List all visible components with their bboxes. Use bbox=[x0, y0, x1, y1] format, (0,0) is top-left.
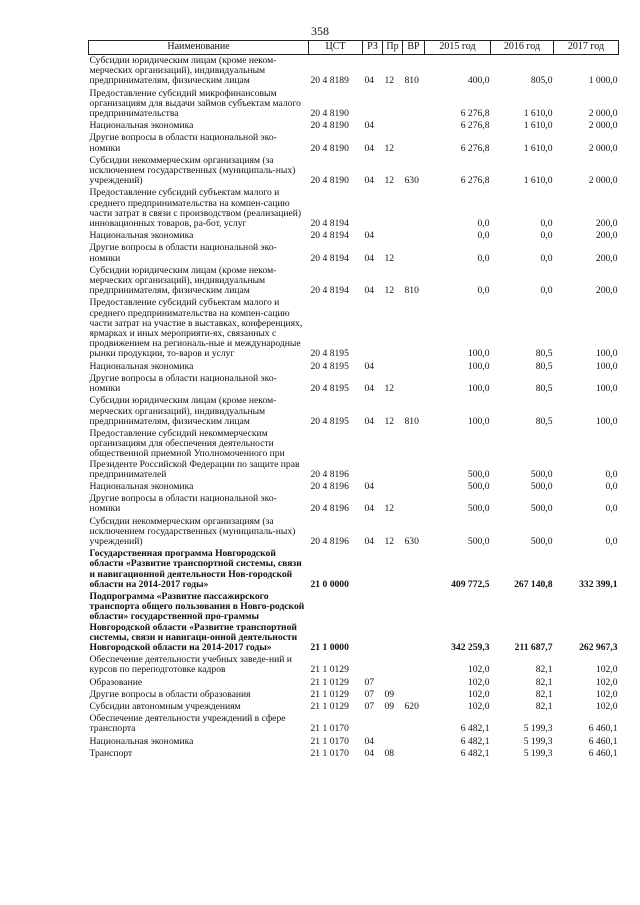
row-name: Транспорт bbox=[89, 747, 133, 759]
row-name: Субсидии юридическим лицам (кроме неком-мерческих организаций), индивидуальным предпринимателям, физическим лицам bbox=[89, 264, 277, 297]
page-number: 358 bbox=[311, 24, 329, 38]
row-vr bbox=[403, 591, 425, 654]
row-pr bbox=[383, 654, 403, 676]
table-row bbox=[89, 428, 619, 481]
row-2015: 0,0 bbox=[477, 230, 490, 242]
row-2016: 1 610,0 bbox=[523, 142, 553, 154]
table-row bbox=[89, 395, 619, 428]
row-cst: 21 1 0129 bbox=[310, 676, 349, 688]
row-rz: 04 bbox=[364, 735, 375, 747]
row-cst: 21 1 0129 bbox=[310, 688, 349, 700]
row-2016: 5 199,3 bbox=[523, 723, 553, 735]
row-cst: 21 1 0129 bbox=[310, 700, 349, 712]
row-2015: 500,0 bbox=[467, 503, 490, 515]
table-row bbox=[89, 493, 619, 515]
row-name: Предоставление субсидий некоммерческим организациям для обеспечения деятельности общественной приемной Уполномоченного при Президенте Российской Федерации по защите прав предпринимателей bbox=[89, 427, 300, 480]
row-2015: 0,0 bbox=[477, 252, 490, 264]
row-pr: 12 bbox=[384, 252, 395, 264]
row-rz bbox=[363, 187, 383, 230]
header-pr: Пр bbox=[383, 41, 403, 55]
table-row bbox=[89, 230, 619, 242]
table-row bbox=[89, 265, 619, 298]
row-rz: 04 bbox=[364, 415, 375, 427]
row-rz: 04 bbox=[364, 535, 375, 547]
row-vr bbox=[403, 187, 425, 230]
row-vr bbox=[403, 88, 425, 121]
row-pr: 08 bbox=[384, 747, 395, 759]
row-name: Национальная экономика bbox=[89, 480, 194, 492]
row-cst: 20 4 8194 bbox=[310, 230, 349, 242]
row-2017: 2 000,0 bbox=[588, 108, 618, 120]
header-2015: 2015 год bbox=[425, 41, 491, 55]
row-rz: 04 bbox=[364, 252, 375, 264]
row-name: Другие вопросы в области национальной эко-номики bbox=[89, 372, 277, 395]
row-2017: 200,0 bbox=[595, 252, 618, 264]
row-2016: 1 610,0 bbox=[523, 120, 553, 132]
row-2017: 102,0 bbox=[595, 688, 618, 700]
row-2015: 500,0 bbox=[467, 535, 490, 547]
row-2017: 102,0 bbox=[595, 676, 618, 688]
table-row bbox=[89, 677, 619, 689]
row-cst: 20 4 8190 bbox=[310, 108, 349, 120]
row-2016: 500,0 bbox=[530, 503, 553, 515]
row-rz bbox=[363, 297, 383, 360]
row-cst: 20 4 8196 bbox=[310, 468, 349, 480]
row-cst: 20 4 8195 bbox=[310, 383, 349, 395]
row-name: Национальная экономика bbox=[89, 735, 194, 747]
row-2015: 100,0 bbox=[467, 348, 490, 360]
row-name: Субсидии юридическим лицам (кроме неком-мерческих организаций), индивидуальным предпринимателям, физическим лицам bbox=[89, 55, 277, 87]
row-2016: 1 610,0 bbox=[523, 108, 553, 120]
row-2015: 409 772,5 bbox=[451, 578, 490, 590]
row-pr bbox=[383, 120, 403, 132]
row-2016: 82,1 bbox=[535, 688, 553, 700]
row-2016: 500,0 bbox=[530, 535, 553, 547]
table-row bbox=[89, 132, 619, 154]
row-name: Предоставление субсидий субъектам малого и среднего предпринимательства на компен-сацию части затрат на участие в выставках, конференциях, ярмарках и иных мероприяти-ях, связанных с продвижением на региональ-ные и международные рынки продукции, то-варов и услуг bbox=[89, 297, 303, 360]
row-2015: 0,0 bbox=[477, 285, 490, 297]
row-2017: 0,0 bbox=[605, 535, 618, 547]
row-pr bbox=[383, 736, 403, 748]
table-row bbox=[89, 713, 619, 735]
row-vr: 810 bbox=[404, 415, 419, 427]
row-2016: 805,0 bbox=[530, 75, 553, 87]
row-pr bbox=[383, 297, 403, 360]
row-2017: 6 460,1 bbox=[588, 735, 618, 747]
row-vr: 810 bbox=[404, 75, 419, 87]
row-pr: 12 bbox=[384, 175, 395, 187]
row-cst: 20 4 8195 bbox=[310, 360, 349, 372]
row-2016: 5 199,3 bbox=[523, 747, 553, 759]
row-2016: 80,5 bbox=[535, 383, 553, 395]
row-cst: 20 4 8194 bbox=[310, 218, 349, 230]
row-pr: 12 bbox=[384, 75, 395, 87]
row-rz: 04 bbox=[364, 383, 375, 395]
row-vr bbox=[403, 230, 425, 242]
table-row bbox=[89, 516, 619, 549]
header-2017: 2017 год bbox=[554, 41, 619, 55]
row-rz: 07 bbox=[364, 688, 375, 700]
row-cst: 20 4 8194 bbox=[310, 285, 349, 297]
row-pr: 12 bbox=[384, 285, 395, 297]
row-pr bbox=[383, 591, 403, 654]
row-name: Государственная программа Новгородской области «Развитие транспортной системы, связи и навигационной деятельности Нов-городской области на 2014-2017 годы» bbox=[89, 548, 302, 590]
row-2015: 0,0 bbox=[477, 218, 490, 230]
row-name: Другие вопросы в области национальной эко-номики bbox=[89, 132, 277, 154]
row-pr bbox=[383, 713, 403, 735]
row-rz: 04 bbox=[364, 230, 375, 242]
row-2015: 100,0 bbox=[467, 383, 490, 395]
row-2015: 102,0 bbox=[467, 688, 490, 700]
row-pr: 12 bbox=[384, 142, 395, 154]
table-row bbox=[89, 748, 619, 760]
row-2015: 6 482,1 bbox=[460, 735, 490, 747]
row-2015: 6 276,8 bbox=[460, 120, 490, 132]
row-name: Национальная экономика bbox=[89, 360, 194, 372]
row-rz: 04 bbox=[364, 503, 375, 515]
row-vr bbox=[403, 654, 425, 676]
row-2017: 102,0 bbox=[595, 664, 618, 676]
row-2017: 6 460,1 bbox=[588, 747, 618, 759]
row-pr bbox=[383, 361, 403, 373]
row-name: Обеспечение деятельности учебных заведе-ний и курсов по переподготовке кадров bbox=[89, 654, 292, 676]
row-vr bbox=[403, 689, 425, 701]
row-2015: 500,0 bbox=[467, 468, 490, 480]
row-pr bbox=[383, 187, 403, 230]
row-cst: 20 4 8196 bbox=[310, 503, 349, 515]
row-2015: 400,0 bbox=[467, 75, 490, 87]
row-rz bbox=[363, 548, 383, 591]
row-cst: 20 4 8190 bbox=[310, 120, 349, 132]
row-2017: 2 000,0 bbox=[588, 142, 618, 154]
budget-table bbox=[88, 40, 619, 760]
row-vr bbox=[403, 548, 425, 591]
row-vr: 630 bbox=[404, 535, 419, 547]
row-vr: 620 bbox=[404, 700, 419, 712]
row-cst: 20 4 8190 bbox=[310, 142, 349, 154]
row-vr bbox=[403, 493, 425, 515]
row-2015: 102,0 bbox=[467, 700, 490, 712]
header-cst: ЦСТ bbox=[309, 41, 363, 55]
row-2017: 200,0 bbox=[595, 285, 618, 297]
row-cst: 21 0 0000 bbox=[310, 578, 349, 590]
row-cst: 20 4 8189 bbox=[310, 75, 349, 87]
table-row bbox=[89, 654, 619, 676]
row-pr: 12 bbox=[384, 503, 395, 515]
row-pr bbox=[383, 677, 403, 689]
row-cst: 21 1 0129 bbox=[310, 664, 349, 676]
row-cst: 20 4 8196 bbox=[310, 535, 349, 547]
table-row bbox=[89, 55, 619, 88]
row-name: Другие вопросы в области национальной эко-номики bbox=[89, 493, 277, 515]
row-2016: 0,0 bbox=[540, 252, 553, 264]
row-2017: 2 000,0 bbox=[588, 120, 618, 132]
row-2017: 0,0 bbox=[605, 468, 618, 480]
row-rz: 04 bbox=[364, 75, 375, 87]
row-vr bbox=[403, 481, 425, 493]
row-vr bbox=[403, 373, 425, 395]
row-cst: 21 1 0170 bbox=[310, 735, 349, 747]
row-2017: 1 000,0 bbox=[588, 75, 618, 87]
row-pr: 12 bbox=[384, 535, 395, 547]
row-pr: 09 bbox=[384, 700, 395, 712]
row-2015: 342 259,3 bbox=[451, 641, 490, 653]
table-row bbox=[89, 187, 619, 230]
row-cst: 20 4 8195 bbox=[310, 415, 349, 427]
row-2017: 200,0 bbox=[595, 230, 618, 242]
row-name: Другие вопросы в области образования bbox=[89, 688, 251, 700]
row-vr: 630 bbox=[404, 175, 419, 187]
row-2017: 2 000,0 bbox=[588, 175, 618, 187]
row-2016: 211 687,7 bbox=[514, 641, 553, 653]
row-2016: 80,5 bbox=[535, 348, 553, 360]
row-2017: 100,0 bbox=[595, 415, 618, 427]
row-rz bbox=[363, 654, 383, 676]
row-rz: 04 bbox=[364, 285, 375, 297]
row-name: Субсидии некоммерческим организациям (за исключением государственных (муниципаль-ных) учреждений) bbox=[89, 515, 296, 547]
row-2017: 262 967,3 bbox=[579, 641, 618, 653]
header-name: Наименование bbox=[89, 41, 309, 55]
row-2017: 0,0 bbox=[605, 480, 618, 492]
row-2015: 500,0 bbox=[467, 480, 490, 492]
table-row bbox=[89, 689, 619, 701]
row-cst: 20 4 8190 bbox=[310, 175, 349, 187]
row-cst: 21 1 0170 bbox=[310, 747, 349, 759]
table-row bbox=[89, 297, 619, 360]
row-rz: 04 bbox=[364, 360, 375, 372]
row-rz: 04 bbox=[364, 747, 375, 759]
header-2016: 2016 год bbox=[491, 41, 554, 55]
row-vr bbox=[403, 242, 425, 264]
row-pr bbox=[383, 88, 403, 121]
row-rz: 07 bbox=[364, 676, 375, 688]
row-2017: 100,0 bbox=[595, 383, 618, 395]
row-rz: 04 bbox=[364, 120, 375, 132]
row-name: Национальная экономика bbox=[89, 230, 194, 242]
row-rz bbox=[363, 88, 383, 121]
row-cst: 20 4 8194 bbox=[310, 252, 349, 264]
table-row bbox=[89, 548, 619, 591]
row-rz: 04 bbox=[364, 142, 375, 154]
table-row bbox=[89, 88, 619, 121]
table-row bbox=[89, 120, 619, 132]
row-2015: 100,0 bbox=[467, 360, 490, 372]
row-2016: 1 610,0 bbox=[523, 175, 553, 187]
table-row bbox=[89, 155, 619, 188]
row-vr bbox=[403, 736, 425, 748]
table-row bbox=[89, 361, 619, 373]
row-rz: 04 bbox=[364, 480, 375, 492]
table-row bbox=[89, 481, 619, 493]
row-name: Образование bbox=[89, 676, 143, 688]
table-header-row bbox=[89, 41, 619, 55]
row-pr: 09 bbox=[384, 688, 395, 700]
row-2017: 6 460,1 bbox=[588, 723, 618, 735]
row-2016: 80,5 bbox=[535, 360, 553, 372]
row-name: Предоставление субсидий микрофинансовым организациям для выдачи займов субъектам малого предпринимательства bbox=[89, 87, 301, 120]
row-2015: 6 276,8 bbox=[460, 108, 490, 120]
row-2016: 500,0 bbox=[530, 468, 553, 480]
row-2017: 0,0 bbox=[605, 503, 618, 515]
row-rz: 07 bbox=[364, 700, 375, 712]
row-vr bbox=[403, 132, 425, 154]
row-name: Подпрограмма «Развитие пассажирского транспорта общего пользования в Новго-родской области» государственной про-граммы Новгородской области «Развитие транспортной системы, связи и навигаци-онной деятельности Новгородской области на 2014-2017 годы» bbox=[89, 590, 305, 653]
table-row bbox=[89, 736, 619, 748]
row-2017: 200,0 bbox=[595, 218, 618, 230]
row-2016: 0,0 bbox=[540, 285, 553, 297]
row-2016: 5 199,3 bbox=[523, 735, 553, 747]
table-row bbox=[89, 373, 619, 395]
row-2017: 100,0 bbox=[595, 360, 618, 372]
row-rz bbox=[363, 713, 383, 735]
row-vr bbox=[403, 297, 425, 360]
row-2016: 267 140,8 bbox=[514, 578, 553, 590]
row-vr bbox=[403, 428, 425, 481]
row-2015: 6 276,8 bbox=[460, 175, 490, 187]
row-2015: 100,0 bbox=[467, 415, 490, 427]
row-name: Предоставление субсидий субъектам малого и среднего предпринимательства на компен-сацию части затрат в связи с производством (реализацией) инновационных товаров, ра-бот, услуг bbox=[89, 187, 302, 230]
row-pr bbox=[383, 428, 403, 481]
row-2017: 102,0 bbox=[595, 700, 618, 712]
header-rz: РЗ bbox=[363, 41, 383, 55]
table-row bbox=[89, 591, 619, 654]
header-vr: ВР bbox=[403, 41, 425, 55]
row-name: Субсидии автономным учреждениям bbox=[89, 700, 241, 712]
row-2016: 500,0 bbox=[530, 480, 553, 492]
row-2016: 80,5 bbox=[535, 415, 553, 427]
row-cst: 20 4 8195 bbox=[310, 348, 349, 360]
row-vr bbox=[403, 677, 425, 689]
row-2016: 82,1 bbox=[535, 700, 553, 712]
row-2016: 82,1 bbox=[535, 664, 553, 676]
row-2016: 82,1 bbox=[535, 676, 553, 688]
row-name: Субсидии юридическим лицам (кроме неком-мерческих организаций), индивидуальным предпринимателям, физическим лицам bbox=[89, 395, 277, 427]
row-2017: 332 399,1 bbox=[579, 578, 618, 590]
row-name: Субсидии некоммерческим организациям (за исключением государственных (муниципаль-ных) учреждений) bbox=[89, 154, 296, 187]
row-rz: 04 bbox=[364, 175, 375, 187]
row-2016: 0,0 bbox=[540, 218, 553, 230]
row-pr bbox=[383, 230, 403, 242]
row-vr bbox=[403, 361, 425, 373]
row-2016: 0,0 bbox=[540, 230, 553, 242]
row-pr: 12 bbox=[384, 415, 395, 427]
row-2017: 100,0 bbox=[595, 348, 618, 360]
row-2015: 6 482,1 bbox=[460, 723, 490, 735]
table-row bbox=[89, 242, 619, 264]
row-cst: 20 4 8196 bbox=[310, 480, 349, 492]
row-pr bbox=[383, 481, 403, 493]
row-2015: 102,0 bbox=[467, 664, 490, 676]
row-vr bbox=[403, 748, 425, 760]
row-pr bbox=[383, 548, 403, 591]
row-2015: 6 276,8 bbox=[460, 142, 490, 154]
row-rz bbox=[363, 428, 383, 481]
row-vr bbox=[403, 120, 425, 132]
row-vr: 810 bbox=[404, 285, 419, 297]
row-2015: 6 482,1 bbox=[460, 747, 490, 759]
row-pr: 12 bbox=[384, 383, 395, 395]
row-2015: 102,0 bbox=[467, 676, 490, 688]
row-name: Другие вопросы в области национальной эко-номики bbox=[89, 242, 277, 264]
row-rz bbox=[363, 591, 383, 654]
row-cst: 21 1 0170 bbox=[310, 723, 349, 735]
row-name: Обеспечение деятельности учреждений в сфере транспорта bbox=[89, 713, 286, 735]
row-name: Национальная экономика bbox=[89, 120, 194, 132]
row-cst: 21 1 0000 bbox=[310, 641, 349, 653]
row-vr bbox=[403, 713, 425, 735]
table-row bbox=[89, 701, 619, 713]
